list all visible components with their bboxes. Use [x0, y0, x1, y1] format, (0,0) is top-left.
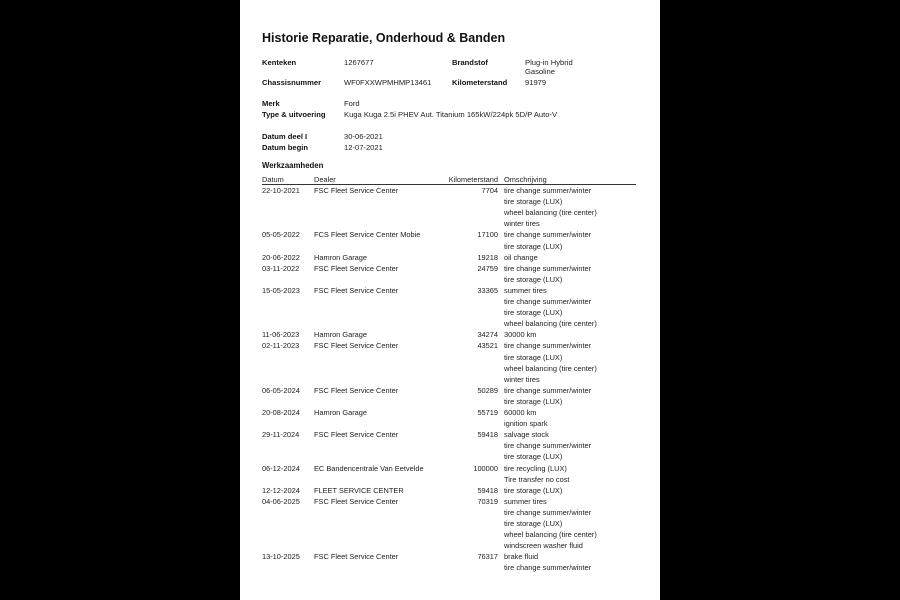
entry-description: tire recycling (LUX) — [504, 463, 567, 473]
merk-value: Ford — [344, 99, 360, 108]
datum-begin-value: 12-07-2021 — [344, 143, 383, 152]
entry-kilometerstand: 50289 — [477, 385, 498, 395]
col-header-dealer: Dealer — [314, 175, 336, 184]
entry-date: 11-06-2023 — [262, 330, 300, 340]
entry-description: summer tires — [504, 285, 547, 295]
entry-kilometerstand: 19218 — [477, 252, 498, 262]
entry-kilometerstand: 34274 — [477, 330, 498, 340]
entry-kilometerstand: 59418 — [477, 430, 498, 440]
entry-kilometerstand: 17100 — [477, 230, 498, 240]
entry-description: tire change summer/winter — [504, 230, 592, 240]
entry-date: 20-08-2024 — [262, 408, 300, 417]
entry-dealer: FSC Fleet Service Center — [314, 552, 399, 562]
entry-description: tire storage (LUX) — [504, 308, 563, 318]
entry-description: tire change summer/winter — [504, 297, 592, 306]
type-value: Kuga Kuga 2.5i PHEV Aut. Titanium 165kW/224pk 5D/P Auto-V — [344, 110, 558, 119]
entry-dealer: FSC Fleet Service Center — [314, 341, 399, 351]
entry-dealer: FSC Fleet Service Center — [314, 496, 399, 506]
datum-begin-label: Datum begin — [262, 143, 308, 152]
brandstof-value-1: Plug-in Hybrid — [525, 58, 573, 67]
brandstof-label: Brandstof — [452, 58, 488, 67]
entry-description: wheel balancing (tire center) — [504, 530, 597, 540]
entry-description: winter tires — [504, 219, 540, 229]
entry-kilometerstand: 70319 — [477, 496, 498, 506]
col-header-omschrijving: Omschrijving — [504, 175, 547, 184]
entry-dealer: Hamron Garage — [314, 408, 367, 417]
chassis-label: Chassisnummer — [262, 78, 322, 87]
entry-kilometerstand: 24759 — [477, 263, 498, 273]
entry-description: 60000 km — [504, 408, 537, 417]
entry-kilometerstand: 43521 — [477, 341, 498, 351]
entry-date: 02-11-2023 — [262, 341, 300, 351]
entry-dealer: Hamron Garage — [314, 330, 367, 340]
entry-kilometerstand: 76317 — [477, 552, 498, 562]
entry-dealer: FSC Fleet Service Center — [314, 263, 399, 273]
entry-description: tire storage (LUX) — [504, 274, 563, 284]
entry-description: Tire transfer no cost — [504, 474, 570, 484]
entry-description: ignition spark — [504, 419, 548, 429]
entry-description: tire change summer/winter — [504, 341, 592, 351]
entry-date: 13-10-2025 — [262, 552, 300, 562]
document-title: Historie Reparatie, Onderhoud & Banden — [262, 31, 506, 45]
datum-deel-value: 30-06-2021 — [344, 132, 383, 141]
entry-description: tire change summer/winter — [504, 385, 592, 395]
datum-deel-label: Datum deel I — [262, 132, 308, 141]
entry-description: tire change summer/winter — [504, 563, 592, 573]
col-header-kilometerstand: Kilometerstand — [448, 175, 498, 184]
entry-kilometerstand: 33365 — [477, 285, 498, 295]
entry-date: 05-05-2022 — [262, 230, 300, 240]
entry-description: tire storage (LUX) — [504, 485, 563, 495]
entry-date: 22-10-2021 — [262, 186, 300, 195]
entry-dealer: EC Bandencentrale Van Eetvelde — [314, 463, 424, 473]
entry-description: 30000 km — [504, 330, 537, 340]
merk-label: Merk — [262, 99, 280, 108]
entry-date: 03-11-2022 — [262, 263, 300, 273]
entry-description: tire storage (LUX) — [504, 197, 563, 207]
entry-date: 29-11-2024 — [262, 430, 300, 440]
document-page — [240, 0, 660, 600]
entry-description: tire storage (LUX) — [504, 452, 563, 462]
entry-description: tire storage (LUX) — [504, 352, 563, 362]
entry-description: tire storage (LUX) — [504, 519, 563, 528]
werkzaamheden-table — [240, 0, 660, 600]
entry-description: salvage stock — [504, 430, 549, 440]
entry-description: brake fluid — [504, 552, 539, 562]
entry-date: 15-05-2023 — [262, 285, 300, 295]
entry-date: 04-06-2025 — [262, 496, 300, 506]
entry-kilometerstand: 59418 — [477, 485, 498, 495]
entry-description: windscreen washer fluid — [504, 541, 583, 551]
entry-dealer: FSC Fleet Service Center — [314, 385, 399, 395]
entry-description: wheel balancing (tire center) — [504, 363, 597, 373]
km-value: 91979 — [525, 78, 547, 87]
entry-dealer: FSC Fleet Service Center — [314, 186, 399, 195]
entry-dealer: FSC Fleet Service Center — [314, 430, 399, 440]
entry-description: winter tires — [504, 374, 540, 384]
entry-date: 12-12-2024 — [262, 485, 300, 495]
entry-dealer: Hamron Garage — [314, 252, 367, 262]
entry-dealer: FCS Fleet Service Center Mobie — [314, 230, 421, 240]
entry-description: oil change — [504, 252, 538, 262]
entry-kilometerstand: 7704 — [481, 186, 498, 195]
entry-description: wheel balancing (tire center) — [504, 319, 597, 329]
entry-description: tire change summer/winter — [504, 507, 592, 517]
km-label: Kilometerstand — [452, 78, 508, 87]
type-label: Type & uitvoering — [262, 110, 326, 119]
entry-description: tire storage (LUX) — [504, 241, 563, 251]
entry-kilometerstand: 100000 — [473, 463, 498, 473]
col-header-datum: Datum — [262, 175, 284, 184]
kenteken-value: 1267677 — [344, 58, 374, 67]
entry-description: tire change summer/winter — [504, 441, 592, 451]
entry-description: tire storage (LUX) — [504, 396, 563, 406]
brandstof-value-2: Gasoline — [525, 67, 555, 76]
entry-description: tire change summer/winter — [504, 263, 592, 273]
entry-date: 20-06-2022 — [262, 252, 300, 262]
entry-date: 06-12-2024 — [262, 463, 300, 473]
entry-kilometerstand: 55719 — [477, 408, 498, 417]
chassis-value: WF0FXXWPMHMP13461 — [344, 78, 432, 87]
entry-date: 06-05-2024 — [262, 385, 300, 395]
entry-description: tire change summer/winter — [504, 186, 592, 195]
entry-dealer: FLEET SERVICE CENTER — [314, 485, 404, 495]
kenteken-label: Kenteken — [262, 58, 297, 67]
werkzaamheden-heading: Werkzaamheden — [262, 161, 324, 170]
entry-description: summer tires — [504, 496, 547, 506]
entry-dealer: FSC Fleet Service Center — [314, 285, 399, 295]
entry-description: wheel balancing (tire center) — [504, 208, 597, 218]
